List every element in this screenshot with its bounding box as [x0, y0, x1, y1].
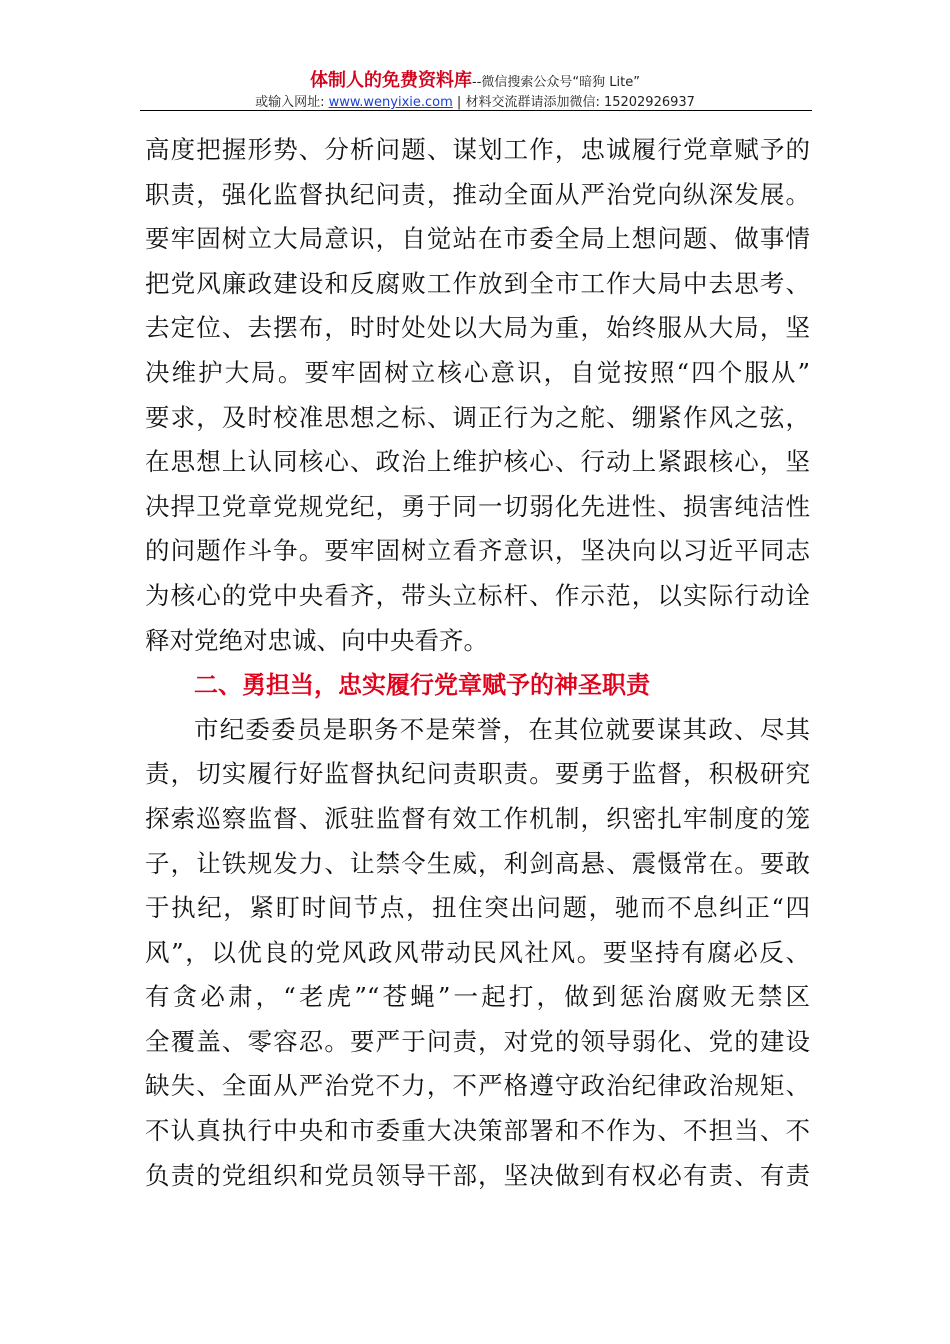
text-line: 把党风廉政建设和反腐败工作放到全市工作大局中去思考、 [145, 268, 810, 298]
header-contact-line [0, 91, 950, 110]
text-line: 决捍卫党章党规党纪，勇于同一切弱化先进性、损害纯洁性 [145, 491, 810, 521]
brand-title: 体制人的免费资料库 [310, 70, 473, 91]
text-line: 子，让铁规发力、让禁令生威，利剑高悬、震慑常在。要敢 [145, 848, 810, 878]
text-line: 的问题作斗争。要牢固树立看齐意识，坚决向以习近平同志 [145, 536, 810, 566]
text-line: 于执纪，紧盯时间节点，扭住突出问题，驰而不息纠正“四 [145, 893, 810, 923]
text-line: 全覆盖、零容忍。要严于问责，对党的领导弱化、党的建设 [145, 1026, 810, 1056]
text-line: 职责，强化监督执纪问责，推动全面从严治党向纵深发展。 [145, 179, 810, 209]
text-line: 缺失、全面从严治党不力，不严格遵守政治纪律政治规矩、 [145, 1071, 810, 1101]
text-line: 要牢固树立大局意识，自觉站在市委全局上想问题、做事情 [145, 224, 810, 254]
header-brand-line [0, 66, 950, 92]
text-line: 在思想上认同核心、政治上维护核心、行动上紧跟核心，坚 [145, 447, 810, 477]
text-line: 为核心的党中央看齐，带头立标杆、作示范，以实际行动诠 [145, 580, 810, 610]
text-line: 探索巡察监督、派驻监督有效工作机制，织密扎牢制度的笼 [145, 803, 810, 833]
text-line: 负责的党组织和党员领导干部，坚决做到有权必有责、有责 [145, 1160, 810, 1190]
text-line: 高度把握形势、分析问题、谋划工作，忠诚履行党章赋予的 [145, 135, 810, 164]
text-line: 去定位、去摆布，时时处处以大局为重，始终服从大局，坚 [145, 313, 810, 343]
brand-subtitle: --微信搜索公众号“暗狗 Lite” [472, 75, 640, 90]
section-heading: 二、勇担当，忠实履行党章赋予的神圣职责 [194, 671, 650, 700]
text-line: 不认真执行中央和市委重大决策部署和不作为、不担当、不 [145, 1116, 810, 1146]
text-line: 有贪必肃，“老虎”“苍蝇”一起打，做到惩治腐败无禁区 [145, 982, 810, 1012]
url-prefix: 或输入网址: [255, 95, 329, 110]
body-text [145, 128, 810, 1198]
text-line: 要求，及时校准思想之标、调正行为之舵、绷紧作风之弦， [145, 402, 810, 432]
text-line: 决维护大局。要牢固树立核心意识，自觉按照“四个服从” [145, 357, 810, 387]
text-line: 释对党绝对忠诚、向中央看齐。 [145, 625, 488, 655]
text-line: 责，切实履行好监督执纪问责职责。要勇于监督，积极研究 [145, 759, 810, 789]
header-divider [140, 110, 812, 111]
text-line: 市纪委委员是职务不是荣誉，在其位就要谋其政、尽其 [194, 714, 810, 744]
website-link[interactable]: www.wenyixie.com [328, 95, 453, 110]
text-line: 风”，以优良的党风政风带动民风社风。要坚持有腐必反、 [145, 937, 810, 967]
contact-text: | 材料交流群请添加微信: 15202926937 [452, 95, 695, 110]
